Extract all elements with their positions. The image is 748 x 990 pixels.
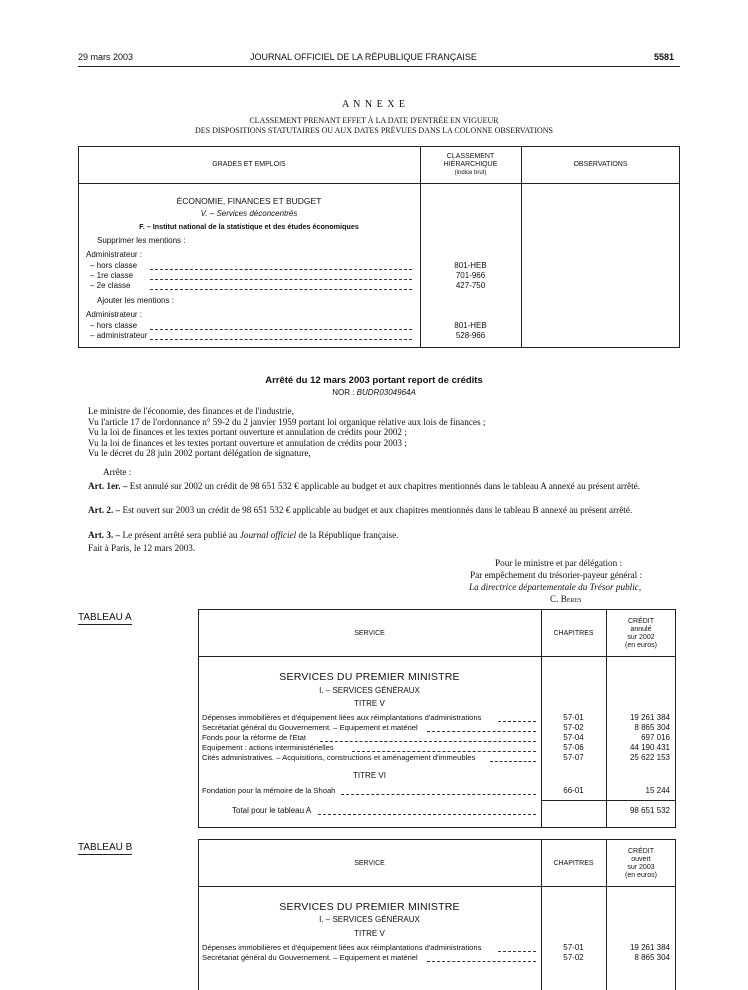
tableau-b-col-chapitres: CHAPITRES xyxy=(553,860,594,867)
tableau-b-row-label: Secrétariat général du Gouvernement. – Equipement et matériel xyxy=(202,953,418,962)
col-class-header-3: (indice brut) xyxy=(454,170,487,176)
grade-row-added-value: 801-HEB xyxy=(454,321,487,330)
tableau-b-col-credit-4: (en euros) xyxy=(625,872,657,879)
tableau-a-row-chapitre: 57-04 xyxy=(563,733,584,742)
tableau-b-titre-v: TITRE V xyxy=(354,929,385,938)
article-3 xyxy=(88,530,398,540)
article-2-label: Art. 2. – xyxy=(88,505,121,515)
section-f: F. – Institut national de la statistique et des études économiques xyxy=(139,222,359,231)
tableau-b-col-credit-1: CRÉDIT xyxy=(627,848,655,855)
article-1-text: Est annulé sur 2002 un crédit de 98 651 532 € applicable au budget et aux chapitres mentionnés dans le tableau A annexé au présent arrêté. xyxy=(129,481,641,491)
tableau-a-row-label: Dépenses immobilières et d'équipement liées aux réimplantations d'administrations xyxy=(202,713,482,722)
article-3-label: Art. 3. – xyxy=(88,530,121,540)
tableau-a-row-label: Secrétariat général du Gouvernement. – Equipement et matériel xyxy=(202,723,418,732)
article-3-text-italic: Journal officiel xyxy=(239,530,297,540)
header-journal: JOURNAL OFFICIEL DE LA RÉPUBLIQUE FRANÇAISE xyxy=(250,52,477,62)
arrete-line: Vu l'article 17 de l'ordonnance n° 59-2 du 2 janvier 1959 portant loi organique relative aux lois de finances ; xyxy=(88,416,486,427)
tableau-a-titre-v: TITRE V xyxy=(354,699,385,708)
annex-table xyxy=(78,146,680,348)
tableau-a-col-credit-3: sur 2002 xyxy=(627,634,655,641)
article-3-text-a: Le présent arrêté sera publié au xyxy=(122,530,238,540)
grade-row-value: 701-966 xyxy=(455,271,486,280)
tableau-b-row-credit: 8 865 304 xyxy=(634,953,670,962)
tableau-b-col-credit-2: ouvert xyxy=(631,856,651,863)
tableau-b-row-label: Dépenses immobilières et d'équipement liées aux réimplantations d'administrations xyxy=(202,943,482,952)
arrete-line: Vu la loi de finances et les textes portant ouverture et annulation de crédits pour 2002 ; xyxy=(88,427,407,437)
tableau-b-row-chapitre: 57-01 xyxy=(563,943,584,952)
nor-value: BUDR0304964A xyxy=(356,388,416,397)
grade-row-leader xyxy=(150,289,412,290)
tableau-a-row-leader xyxy=(490,761,536,762)
nor xyxy=(0,388,748,397)
delete-mentions: Supprimer les mentions : xyxy=(97,236,186,245)
col-obs-header: OBSERVATIONS xyxy=(573,161,628,168)
tableau-a-sub: I. – SERVICES GÉNÉRAUX xyxy=(319,686,420,695)
arrete-word: Arrête : xyxy=(103,467,132,477)
annex-subtitle-2: DES DISPOSITIONS STATUTAIRES OU AUX DATES PRÉVUES DANS LA COLONNE OBSERVATIONS xyxy=(195,126,553,135)
tableau-a-header-divider xyxy=(198,656,676,657)
grade-row-added-leader xyxy=(150,329,412,330)
tableau-a-row-leader xyxy=(427,731,536,732)
col-class-header-1: CLASSEMENT xyxy=(446,153,495,160)
annex-col-divider-2 xyxy=(521,146,522,348)
arrete-line: Vu le décret du 28 juin 2002 portant délégation de signature, xyxy=(88,448,311,458)
tableau-a-total-leader xyxy=(318,814,536,815)
tableau-a-total-label: Total pour le tableau A xyxy=(232,806,312,815)
tableau-a-row-vi-label: Fondation pour la mémoire de la Shoah xyxy=(202,786,336,795)
tableau-b-sub: I. – SERVICES GÉNÉRAUX xyxy=(319,915,420,924)
tableau-a-total-divider xyxy=(541,800,676,801)
tableau-b-col-service: SERVICE xyxy=(354,860,385,867)
tableau-a-row-label: Equipement : actions interministérielles xyxy=(202,743,334,752)
signature-line-1: Pour le ministre et par délégation : xyxy=(495,558,623,568)
admin-label-2: Administrateur : xyxy=(86,310,143,319)
tableau-a-row-leader xyxy=(498,721,536,722)
grade-row-added-leader xyxy=(150,339,412,340)
grade-row-value: 801-HEB xyxy=(454,261,487,270)
tableau-b-row-chapitre: 57-02 xyxy=(563,953,584,962)
tableau-a-titre-vi: TITRE VI xyxy=(353,771,386,780)
signature-line-2: Par empêchement du trésorier-payeur général : xyxy=(470,570,643,580)
tableau-a-row-chapitre: 57-06 xyxy=(563,743,584,752)
ministry-heading: ÉCONOMIE, FINANCES ET BUDGET xyxy=(176,196,322,206)
section-v: V. – Services déconcentrés xyxy=(200,209,298,218)
tableau-a-col-chapitres: CHAPITRES xyxy=(553,630,594,637)
arrete-line: Le ministre de l'économie, des finances et de l'industrie, xyxy=(88,406,294,416)
tableau-b-row-leader xyxy=(498,951,536,952)
header-rule xyxy=(78,66,680,67)
tableau-a-row-credit: 44 190 431 xyxy=(629,743,670,752)
tableau-a-row-chapitre: 57-01 xyxy=(563,713,584,722)
header-page: 5581 xyxy=(654,52,675,62)
article-3-text-b: de la République française. xyxy=(298,530,399,540)
nor-label: NOR : xyxy=(332,388,355,397)
tableau-a-col-credit-2: annulé xyxy=(630,626,652,633)
header-date: 29 mars 2003 xyxy=(78,52,134,62)
annex-title: A N N E X E xyxy=(341,99,407,110)
article-2-text: Est ouvert sur 2003 un crédit de 98 651 532 € applicable au budget et aux chapitres mentionnés dans le tableau B annexé au présent arrêté. xyxy=(122,505,633,515)
grade-row-leader xyxy=(150,279,412,280)
tableau-a-label: TABLEAU A xyxy=(78,612,132,623)
tableau-b-row-leader xyxy=(427,961,536,962)
article-1-label: Art. 1er. – xyxy=(88,481,128,491)
annex-subtitle-1: CLASSEMENT PRENANT EFFET À LA DATE D'ENTRÉE EN VIGUEUR xyxy=(249,116,499,125)
admin-label-1: Administrateur : xyxy=(86,250,143,259)
add-mentions: Ajouter les mentions : xyxy=(97,296,174,305)
tableau-a-row-chapitre: 57-07 xyxy=(563,753,584,762)
tableau-b-row-credit: 19 261 384 xyxy=(629,943,670,952)
tableau-a-heading: SERVICES DU PREMIER MINISTRE xyxy=(279,671,460,683)
col-class-header-2: HIÉRARCHIQUE xyxy=(443,161,498,168)
tableau-b-col-credit-3: sur 2003 xyxy=(627,864,655,871)
arrete-line: Vu la loi de finances et les textes portant ouverture et annulation de crédits pour 2003 ; xyxy=(88,437,407,448)
tableau-a-row-label: Fonds pour la réforme de l'Etat xyxy=(202,733,307,742)
tableau-b-header-divider xyxy=(198,886,676,887)
tableau-a-total-value: 98 651 532 xyxy=(629,806,670,815)
tableau-a-row-leader xyxy=(352,751,536,752)
tableau-a-col-service: SERVICE xyxy=(354,630,385,637)
tableau-a-row-credit: 697 016 xyxy=(641,733,670,742)
grade-row-label: – 2e classe xyxy=(90,281,131,290)
grade-row-label: – 1re classe xyxy=(90,271,134,280)
grade-row-added-label: – hors classe xyxy=(90,321,138,330)
tableau-a-row-chapitre: 57-02 xyxy=(563,723,584,732)
tableau-a-row-vi-leader xyxy=(341,794,536,795)
arrete-title: Arrêté du 12 mars 2003 portant report de crédits xyxy=(265,375,483,386)
signature-line-3: La directrice départementale du Trésor public, xyxy=(469,582,642,592)
tableau-a-row-credit: 8 865 304 xyxy=(634,723,670,732)
grade-row-added-value: 528-966 xyxy=(455,331,486,340)
grade-row-label: – hors classe xyxy=(90,261,138,270)
grade-row-added-label: – administrateur xyxy=(90,331,148,340)
grade-row-value: 427-750 xyxy=(455,281,486,290)
annex-header-divider xyxy=(78,183,680,184)
article-2 xyxy=(88,505,680,515)
article-1 xyxy=(88,481,680,491)
tableau-a-row-vi-chapitre: 66-01 xyxy=(563,786,584,795)
tableau-a-row-credit: 19 261 384 xyxy=(629,713,670,722)
tableau-a-col-credit-1: CRÉDIT xyxy=(627,618,655,625)
signature-name: C. Beres xyxy=(550,594,582,604)
done-at: Fait à Paris, le 12 mars 2003. xyxy=(88,543,196,553)
tableau-a-row-label: Cités administratives. – Acquisitions, constructions et aménagement d'immeubles xyxy=(202,753,476,762)
tableau-b-heading: SERVICES DU PREMIER MINISTRE xyxy=(279,901,460,913)
tableau-b-label: TABLEAU B xyxy=(78,842,133,853)
grade-row-leader xyxy=(150,269,412,270)
tableau-a-row-vi-credit: 15 244 xyxy=(645,786,670,795)
tableau-a-col-credit-4: (en euros) xyxy=(625,642,657,649)
tableau-a-row-leader xyxy=(320,741,536,742)
col-grades-header: GRADES ET EMPLOIS xyxy=(212,161,286,168)
tableau-a-row-credit: 25 622 153 xyxy=(629,753,670,762)
